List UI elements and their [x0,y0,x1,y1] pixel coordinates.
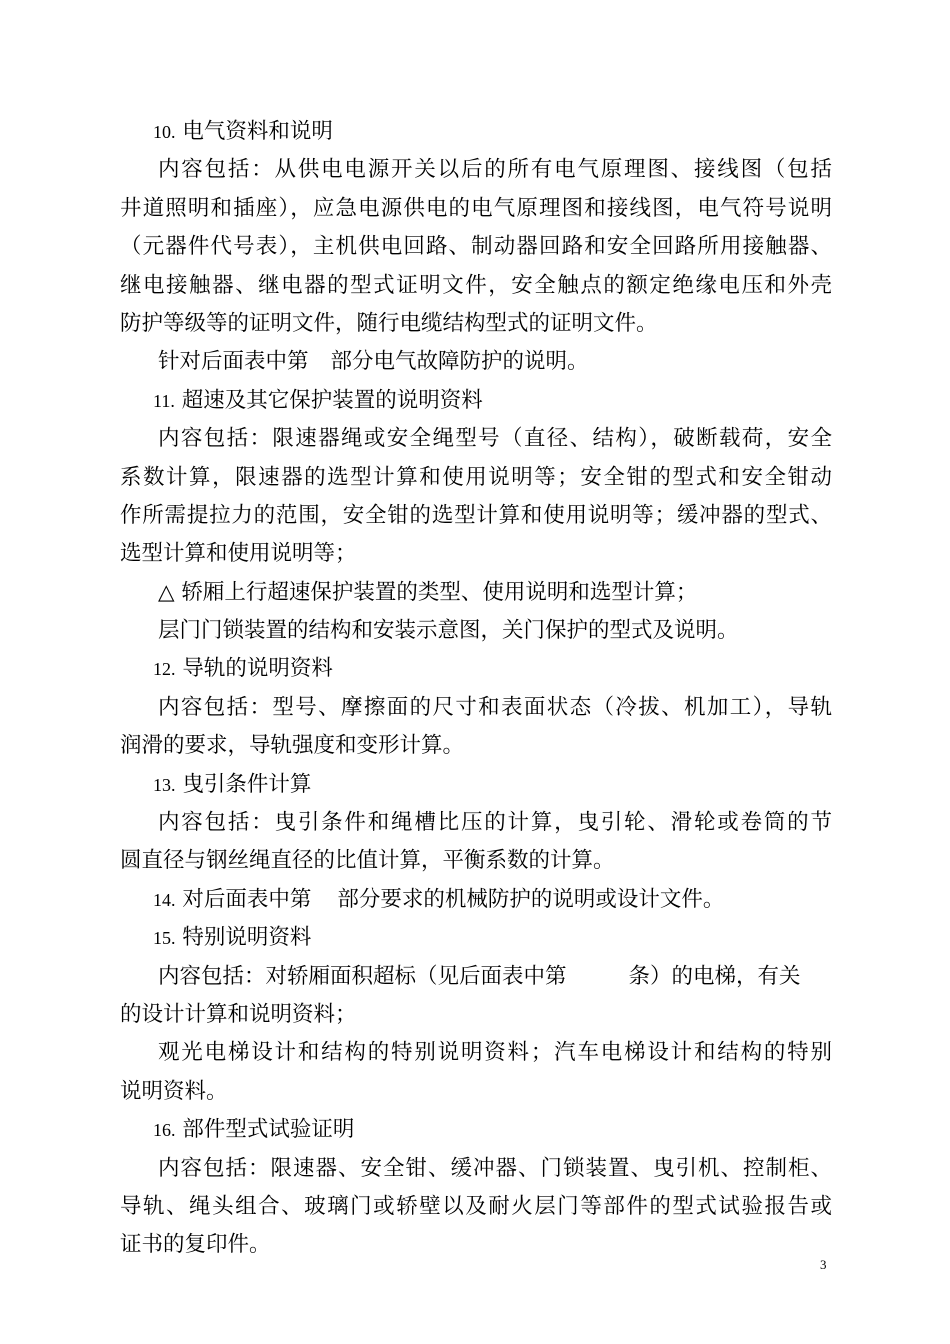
text-line: 内容包括：限速器绳或安全绳型号（直径、结构），破断载荷，安全 [158,426,832,452]
section-number: 15. [153,928,176,949]
text-line: △ 轿厢上行超速保护装置的类型、使用说明和选型计算； [158,579,698,605]
section-title: 对后面表中第 [182,886,312,912]
section-heading-10 [120,113,832,151]
text-line: 润滑的要求，导轨强度和变形计算。 [120,733,465,759]
section-title-continued: 部分要求的机械防护的说明或设计文件。 [337,886,725,912]
text-line-with-blank [120,343,832,381]
section-heading-12 [120,650,832,688]
section-title: 电气资料和说明 [182,119,333,144]
text-segment: 针对后面表中第 [158,349,309,375]
text-segment: 条）的电梯，有关 [628,963,801,989]
section-title: 导轨的说明资料 [182,656,333,682]
page-number: 3 [820,1257,827,1272]
text-line: 的设计计算和说明资料； [120,1001,357,1027]
text-line: 圆直径与钢丝绳直径的比值计算，平衡系数的计算。 [120,848,615,874]
text-segment: 部分电气故障防护的说明。 [330,349,589,375]
section-heading-15 [120,919,832,957]
text-line: 观光电梯设计和结构的特别说明资料；汽车电梯设计和结构的特别 [158,1040,832,1066]
text-line: 防护等级等的证明文件，随行电缆结构型式的证明文件。 [120,310,658,336]
section-title: 曳引条件计算 [182,771,312,797]
text-line: 说明资料。 [120,1078,228,1104]
section-number: 11. [153,390,175,411]
section-heading-16 [120,1111,832,1149]
section-title: 超速及其它保护装置的说明资料 [181,387,483,413]
text-line: 继电接触器、继电器的型式证明文件，安全触点的额定绝缘电压和外壳 [120,272,832,298]
section-heading-13 [120,766,832,804]
section-heading-11 [120,382,832,420]
section-number: 14. [153,889,176,910]
text-line: 证书的复印件。 [120,1232,271,1258]
text-line-with-blank [120,958,832,996]
section-number: 10. [153,122,176,142]
section-heading-14 [120,881,832,919]
text-line: 作所需提拉力的范围，安全钳的选型计算和使用说明等；缓冲器的型式、 [120,502,832,528]
text-line: 内容包括：限速器、安全钳、缓冲器、门锁装置、曳引机、控制柜、 [158,1155,832,1181]
text-line: 内容包括：从供电电源开关以后的所有电气原理图、接线图（包括 [158,157,832,183]
text-segment: 内容包括：对轿厢面积超标（见后面表中第 [158,963,567,989]
text-line: 系数计算，限速器的选型计算和使用说明等；安全钳的型式和安全钳动 [120,464,832,490]
section-number: 12. [153,659,176,680]
text-line: 内容包括：曳引条件和绳槽比压的计算，曳引轮、滑轮或卷筒的节 [158,810,832,836]
text-line: 井道照明和插座），应急电源供电的电气原理图和接线图，电气符号说明 [120,195,832,221]
text-line: 选型计算和使用说明等； [120,541,357,567]
document-body [120,113,832,1265]
text-line: （元器件代号表），主机供电回路、制动器回路和安全回路所用接触器、 [120,234,832,260]
section-title: 部件型式试验证明 [182,1117,355,1143]
section-title: 特别说明资料 [182,925,312,951]
text-line: 内容包括：型号、摩擦面的尺寸和表面状态（冷拔、机加工），导轨 [158,694,832,720]
text-line: 导轨、绳头组合、玻璃门或轿壁以及耐火层门等部件的型式试验报告或 [120,1193,832,1219]
section-number: 16. [153,1120,176,1141]
section-number: 13. [153,774,176,795]
text-line: 层门门锁装置的结构和安装示意图，关门保护的型式及说明。 [158,618,739,644]
